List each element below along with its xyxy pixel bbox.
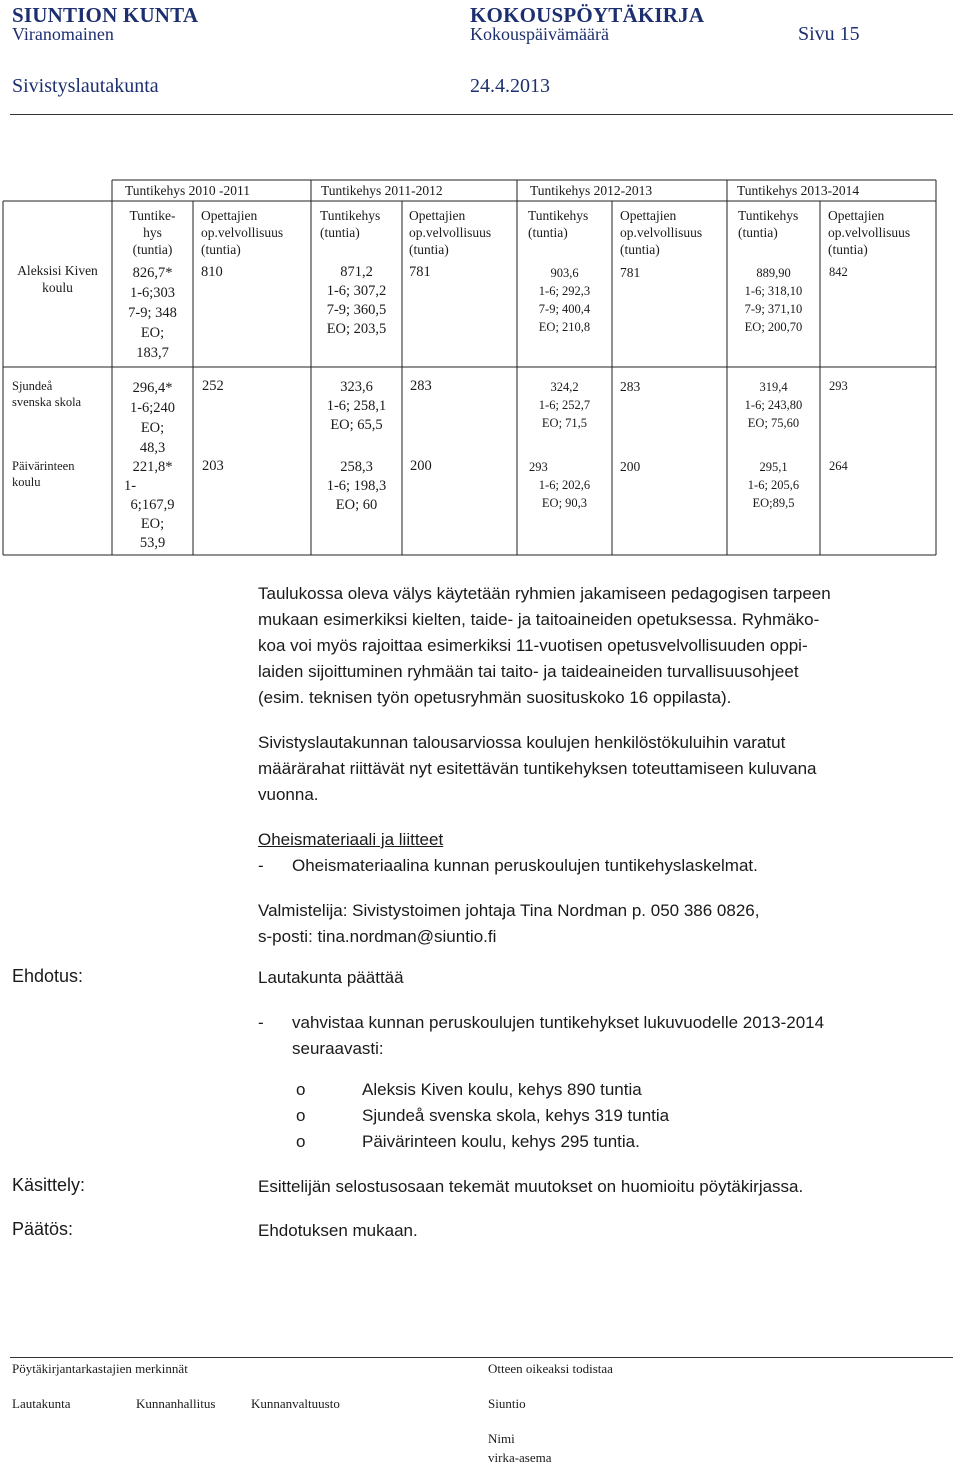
- proposal-label: Ehdotus:: [12, 966, 84, 986]
- authority-name: Sivistyslautakunta: [12, 75, 159, 97]
- decision-item: - vahvistaa kunnan peruskoulujen tuntikehykset lukuvuodelle 2013-2014 seuraavasti:: [258, 1013, 825, 1058]
- list-item: o Päivärinteen koulu, kehys 295 tuntia.: [296, 1132, 640, 1151]
- name-label: Nimi: [488, 1431, 515, 1446]
- footer-body: Kunnanhallitus: [136, 1396, 216, 1411]
- table-cell: 296,4* 1-6;240 EO; 48,3: [129, 380, 176, 456]
- table-cell: 200: [620, 459, 641, 474]
- header-rule: [10, 114, 953, 115]
- table-cell: 781: [620, 265, 641, 280]
- period-header: Tuntikehys 2011-2012: [321, 183, 443, 198]
- table-cell: 295,1 1-6; 205,6 EO;89,5: [747, 460, 800, 510]
- table-cell-header: Tuntike- hys (tuntia): [129, 208, 176, 257]
- table-cell: 293 1-6; 202,6 EO; 90,3: [529, 460, 591, 510]
- paragraph: Sivistyslautakunnan talousarviossa koulujen henkilöstökuluihin varatut määrärahat riittävät nyt esitettävän tuntikehyksen toteuttamiseen kuluvana vuonna.: [258, 733, 817, 804]
- school-name: Sjundeå svenska skola: [12, 379, 82, 409]
- table-cell-header: Opettajien op.velvollisuus (tuntia): [828, 208, 911, 257]
- table-cell-header: Tuntikehys (tuntia): [738, 208, 799, 240]
- table-cell-header: Tuntikehys (tuntia): [320, 208, 381, 240]
- table-cell: 283: [410, 378, 432, 394]
- document-type: KOKOUSPÖYTÄKIRJA: [470, 3, 705, 27]
- municipality: Siuntio: [488, 1396, 526, 1411]
- attachment-item: - Oheismateriaalina kunnan peruskoulujen tuntikehyslaskelmat.: [258, 856, 758, 875]
- page-number: Sivu 15: [798, 23, 860, 45]
- table-cell-header: Opettajien op.velvollisuus (tuntia): [620, 208, 703, 257]
- list-item: o Sjundeå svenska skola, kehys 319 tuntia: [296, 1106, 670, 1125]
- checkers-title: Pöytäkirjantarkastajien merkinnät: [12, 1361, 188, 1376]
- table-cell: 200: [410, 458, 432, 474]
- list-item: o Aleksis Kiven koulu, kehys 890 tuntia: [296, 1080, 642, 1099]
- attachments-heading: Oheismateriaali ja liitteet: [258, 830, 444, 849]
- table-cell: 293: [829, 379, 848, 393]
- period-header: Tuntikehys 2013-2014: [737, 183, 860, 198]
- table-cell: 826,7* 1-6;303 7-9; 348 EO; 183,7: [128, 265, 177, 361]
- table-cell: 871,2 1-6; 307,2 7-9; 360,5 EO; 203,5: [326, 264, 387, 337]
- table-cell: 221,8* 1- 6;167,9 EO; 53,9: [124, 459, 175, 551]
- table-cell: 903,6 1-6; 292,3 7-9; 400,4 EO; 210,8: [538, 266, 591, 334]
- table-cell: 319,4 1-6; 243,80 EO; 75,60: [744, 380, 803, 430]
- table-cell-header: Opettajien op.velvollisuus (tuntia): [409, 208, 492, 257]
- table-cell-header: Opettajien op.velvollisuus (tuntia): [201, 208, 284, 257]
- footer-rule: [10, 1357, 953, 1358]
- table-cell: 252: [202, 378, 224, 394]
- meeting-date-label: Kokouspäivämäärä: [470, 24, 609, 44]
- handling-text: Esittelijän selostusosaan tekemät muutokset on huomioitu pöytäkirjassa.: [258, 1177, 804, 1196]
- decision-label: Päätös:: [12, 1219, 74, 1239]
- table-cell-header: Tuntikehys (tuntia): [528, 208, 589, 240]
- copy-title: Otteen oikeaksi todistaa: [488, 1361, 613, 1376]
- footer-body: Lautakunta: [12, 1396, 71, 1411]
- table-cell: 842: [829, 265, 848, 279]
- sub-item-list: [296, 1077, 960, 1155]
- title-label: virka-asema: [488, 1450, 552, 1465]
- table-cell: 324,2 1-6; 252,7 EO; 71,5: [538, 380, 591, 430]
- proposal-intro: Lautakunta päättää: [258, 968, 404, 987]
- handling-label: Käsittely:: [12, 1175, 86, 1195]
- meeting-date: 24.4.2013: [470, 75, 550, 97]
- table-cell: 323,6 1-6; 258,1 EO; 65,5: [326, 379, 387, 433]
- authority-label: Viranomainen: [12, 24, 114, 44]
- table-cell: 810: [201, 264, 223, 280]
- period-header: Tuntikehys 2012-2013: [530, 183, 653, 198]
- table-cell: 889,90 1-6; 318,10 7-9; 371,10 EO; 200,70: [744, 266, 803, 334]
- period-header: Tuntikehys 2010 -2011: [125, 183, 251, 198]
- organization-name: SIUNTION KUNTA: [12, 3, 199, 27]
- table-cell: 283: [620, 379, 641, 394]
- table-cell: 781: [409, 264, 431, 280]
- school-name: Päivärinteen koulu: [12, 459, 75, 489]
- decision-text: Ehdotuksen mukaan.: [258, 1221, 418, 1240]
- school-name: Aleksisi Kiven koulu: [17, 263, 98, 295]
- footer-body: Kunnanvaltuusto: [251, 1396, 340, 1411]
- table-cell: 258,3 1-6; 198,3 EO; 60: [326, 459, 387, 513]
- table-cell: 203: [202, 458, 224, 474]
- table-cell: 264: [829, 459, 848, 473]
- paragraph: Taulukossa oleva välys käytetään ryhmien jakamiseen pedagogisen tarpeen mukaan esimerkiksi kielten, taide- ja taitoaineiden opetuksessa. Ryhmäko- koa voi myös rajoittaa esimerkiksi 11-vuotisen opetusvelvollisuuden oppi- laiden sijoittuminen ryhmään tai taito- ja taideaineiden turvallisuusohjeet (esim. teknisen työn opetusryhmän suosituskoko 16 oppilasta).: [258, 584, 831, 707]
- preparer: Valmistelija: Sivistystoimen johtaja Tina Nordman p. 050 386 0826, s-posti: tina.nordman@siuntio.fi: [258, 901, 760, 946]
